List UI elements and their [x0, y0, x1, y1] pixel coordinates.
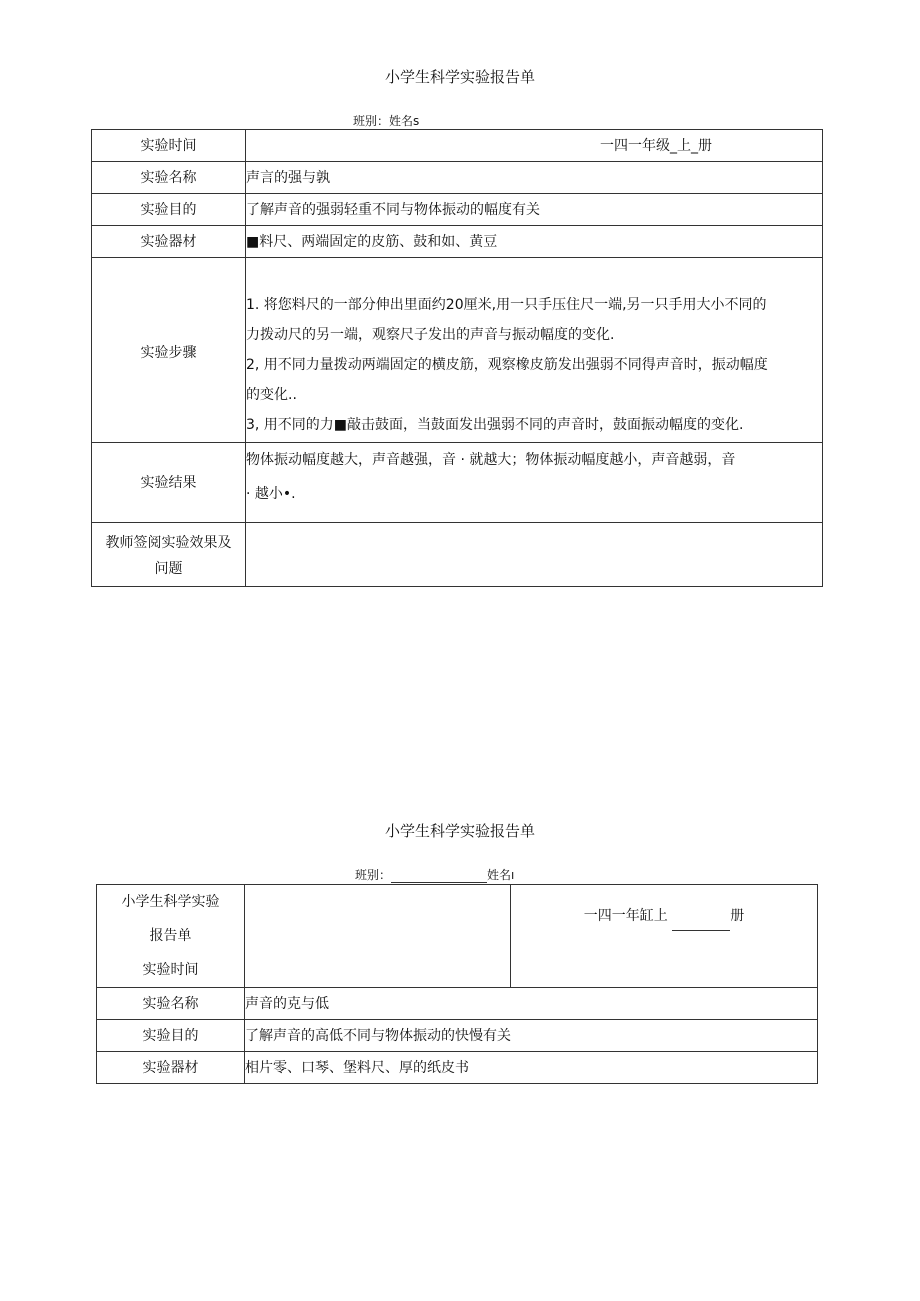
form1-step-line: 力拨动尺的另一端，观察尺子发出的声音与振动幅度的变化.: [246, 327, 615, 343]
form2-grade-blank[interactable]: [672, 917, 730, 931]
form2-class-blank[interactable]: [391, 869, 487, 883]
form1-row-equipment: [92, 226, 823, 258]
form1-result-label: 实验结果: [92, 443, 246, 523]
form1-row-result: [92, 443, 823, 523]
form1-class-name-line: 班别：姓名s: [353, 114, 420, 128]
form2-grade-value: [511, 885, 818, 988]
form1-row-steps: [92, 258, 823, 443]
form2-grade-suffix: 册: [730, 908, 745, 924]
form1-step-line: 的变化..: [246, 387, 297, 403]
form1-row-name: [92, 162, 823, 194]
form2-row-purpose: [97, 1020, 818, 1052]
form1-name-value: 声言的强与孰: [246, 162, 823, 194]
form2-class-name-line: [355, 866, 514, 883]
form2-head-label-line: 实验时间: [142, 962, 199, 978]
form2-equipment-label: 实验器材: [97, 1052, 245, 1084]
form1-step-line: 3, 用不同的力■敲击鼓面，当鼓面发出强弱不同的声音时，鼓面振动幅度的变化.: [246, 417, 744, 433]
form2-row-head: [97, 885, 818, 988]
form1-result-value: [246, 443, 823, 523]
form2-name-value: 声音的克与低: [245, 988, 818, 1020]
form2-grade-prefix: 一四一年缸上: [583, 908, 668, 924]
form1-step-line: 1. 将您料尺的一部分伸出里面约20厘米,用一只手压住尺一端,另一只手用大小不同的: [246, 297, 767, 313]
form2-class-label: 班别：: [355, 868, 392, 882]
form2-equipment-value: 相片零、口琴、堡料尺、厚的纸皮书: [245, 1052, 818, 1084]
form2-head-label-line: 小学生科学实验: [121, 894, 220, 910]
form1-name-label: 实验名称: [92, 162, 246, 194]
form2-purpose-label: 实验目的: [97, 1020, 245, 1052]
form1-time-label: 实验时间: [92, 130, 246, 162]
form1-title: 小学生科学实验报告单: [384, 68, 535, 86]
form1-steps-label: 实验步骤: [92, 258, 246, 443]
form2-row-equipment: [97, 1052, 818, 1084]
form1-teacher-label-line: 问题: [154, 560, 183, 577]
form1-teacher-label: [92, 523, 246, 587]
form2-purpose-value: 了解声音的高低不同与物体振动的快慢有关: [245, 1020, 818, 1052]
form1-row-teacher: [92, 523, 823, 587]
form2-table: [96, 884, 818, 1084]
form1-purpose-value: 了解声音的强弱轻重不同与物体振动的幅度有关: [246, 194, 823, 226]
form2-head-label: [97, 885, 245, 988]
form1-row-time: [92, 130, 823, 162]
form1-row-purpose: [92, 194, 823, 226]
form2-row-name: [97, 988, 818, 1020]
form2-name-label-cell: 实验名称: [97, 988, 245, 1020]
form1-step-line: 2, 用不同力量拨动两端固定的横皮筋，观察橡皮筋发出强弱不同得声音时，振动幅度: [246, 357, 768, 373]
form1-equipment-label: 实验器材: [92, 226, 246, 258]
form1-teacher-label-line: 教师签阅实验效果及: [105, 534, 232, 551]
form1-grade-value: 一四一年级_上_册: [246, 130, 823, 162]
form1-table: [91, 129, 823, 587]
form1-result-line: · 越小•.: [246, 486, 296, 502]
form1-steps-list: [246, 258, 823, 443]
form1-result-line: 物体振动幅度越大，声音越强，音 · 就越大；物体振动幅度越小，声音越弱，音: [246, 452, 736, 468]
form2-time-value[interactable]: [245, 885, 511, 988]
form2-head-label-line: 报告单: [149, 928, 192, 944]
form1-purpose-label: 实验目的: [92, 194, 246, 226]
form1-equipment-value: ■料尺、两端固定的皮筋、鼓和如、黄豆: [246, 226, 823, 258]
form2-name-label: 姓名ı: [487, 868, 515, 882]
form2-title: 小学生科学实验报告单: [384, 822, 535, 840]
form1-teacher-value[interactable]: [246, 523, 823, 587]
